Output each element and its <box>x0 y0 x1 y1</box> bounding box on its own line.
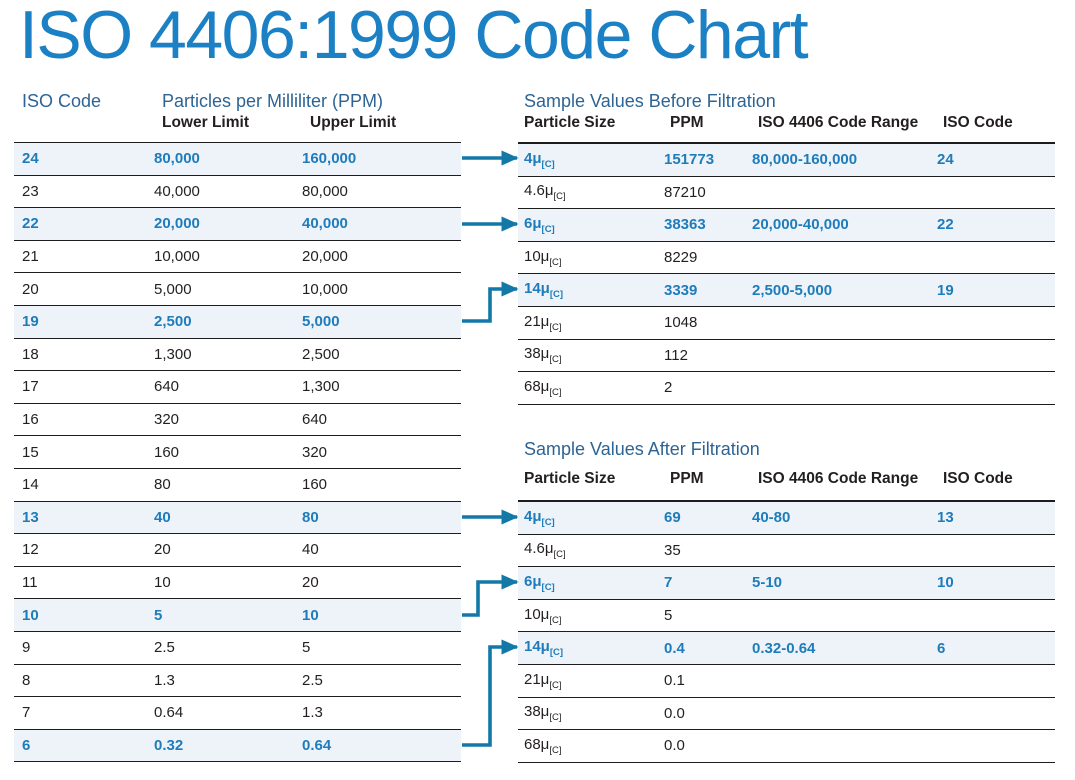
particle-size-cell: $6\mu_{[C]}$ <box>524 572 555 593</box>
particle-size-cell: $6\mu_{[C]}$ <box>524 214 555 235</box>
table-row <box>518 242 1055 275</box>
arrow-code10-to-6u <box>462 582 517 615</box>
upper-limit-cell: 0.64 <box>302 736 332 754</box>
upper-limit-cell: 40,000 <box>302 215 348 233</box>
lower-limit-cell: 80,000 <box>154 150 200 168</box>
iso-code-cell: 24 <box>22 150 39 168</box>
iso-code-cell: 12 <box>22 541 39 559</box>
iso-code-cell: 24 <box>937 151 954 169</box>
ppm-cell: 38363 <box>664 216 706 234</box>
particle-size-cell: $68\mu_{[C]}$ <box>524 735 562 756</box>
table-row <box>518 502 1055 535</box>
particle-size-cell: $14\mu_{[C]}$ <box>524 280 564 301</box>
upper-limit-cell: 2.5 <box>302 671 323 689</box>
upper-limit-cell: 160,000 <box>302 150 357 168</box>
iso-code-cell: 22 <box>937 216 954 234</box>
table-row <box>14 599 461 632</box>
particle-size-cell: $10\mu_{[C]}$ <box>524 605 562 626</box>
lower-limit-cell: 640 <box>154 378 180 396</box>
table-row <box>14 208 461 241</box>
lower-limit-cell: 80 <box>154 476 171 494</box>
table-row <box>518 340 1055 373</box>
ppm-cell: 35 <box>664 541 681 559</box>
lower-limit-cell: 20,000 <box>154 215 200 233</box>
arrow-code6-to-14u <box>462 647 517 745</box>
after-filtration-table <box>518 500 1055 763</box>
table-row <box>518 632 1055 665</box>
table-row <box>518 730 1055 763</box>
particle-size-cell: $14\mu_{[C]}$ <box>524 638 564 659</box>
table-row <box>518 665 1055 698</box>
ppm-header: PPM <box>670 470 704 487</box>
ppm-cell: 2 <box>664 379 673 397</box>
code-range-cell: 2,500-5,000 <box>752 281 833 299</box>
lower-limit-cell: 5 <box>154 606 163 624</box>
table-row <box>14 306 461 339</box>
iso-code-cell: 18 <box>22 345 39 363</box>
iso-code-cell: 13 <box>937 509 954 527</box>
particle-size-cell: $21\mu_{[C]}$ <box>524 670 562 691</box>
upper-limit-header: Upper Limit <box>310 114 397 131</box>
lower-limit-cell: 1,300 <box>154 345 192 363</box>
ppm-header: PPM <box>670 114 704 131</box>
upper-limit-cell: 320 <box>302 443 328 461</box>
table-row <box>14 143 461 176</box>
upper-limit-cell: 10 <box>302 606 319 624</box>
table-row <box>518 535 1055 568</box>
arrow-code19-to-14u <box>462 289 517 321</box>
particle-size-cell: $21\mu_{[C]}$ <box>524 312 562 333</box>
lower-limit-cell: 10,000 <box>154 248 200 266</box>
particle-size-cell: $10\mu_{[C]}$ <box>524 247 562 268</box>
iso-code-cell: 10 <box>937 574 954 592</box>
particle-size-cell: $4\mu_{[C]}$ <box>524 149 555 170</box>
ppm-cell: 69 <box>664 509 681 527</box>
table-row <box>518 698 1055 731</box>
table-row <box>14 176 461 209</box>
lower-limit-cell: 40 <box>154 508 171 526</box>
table-row <box>14 469 461 502</box>
lower-limit-cell: 0.64 <box>154 704 184 722</box>
iso-code-cell: 8 <box>22 671 31 689</box>
table-row <box>518 567 1055 600</box>
iso-code-cell: 22 <box>22 215 39 233</box>
code-range-cell: 80,000-160,000 <box>752 151 858 169</box>
before-filtration-title: Sample Values Before Filtration <box>524 91 776 111</box>
table-row <box>14 534 461 567</box>
iso-code-cell: 19 <box>937 281 954 299</box>
table-row <box>14 339 461 372</box>
iso-code-cell: 11 <box>22 574 38 592</box>
upper-limit-cell: 5,000 <box>302 313 340 331</box>
code-range-cell: 0.32-0.64 <box>752 639 816 657</box>
iso-code-cell: 20 <box>22 280 39 298</box>
upper-limit-cell: 10,000 <box>302 280 348 298</box>
code-range-cell: 5-10 <box>752 574 783 592</box>
table-row <box>518 274 1055 307</box>
table-row <box>518 600 1055 633</box>
upper-limit-cell: 640 <box>302 411 328 429</box>
upper-limit-cell: 20,000 <box>302 248 348 266</box>
iso-code-cell: 23 <box>22 182 39 200</box>
ppm-cell: 112 <box>664 346 688 364</box>
table-row <box>14 632 461 665</box>
iso-code-table <box>14 142 461 762</box>
lower-limit-cell: 10 <box>154 574 171 592</box>
particle-size-cell: $38\mu_{[C]}$ <box>524 703 562 724</box>
upper-limit-cell: 160 <box>302 476 328 494</box>
upper-limit-cell: 20 <box>302 574 319 592</box>
iso-code-cell: 6 <box>22 736 31 754</box>
table-row <box>518 307 1055 340</box>
upper-limit-cell: 5 <box>302 639 311 657</box>
lower-limit-cell: 320 <box>154 411 180 429</box>
lower-limit-cell: 5,000 <box>154 280 192 298</box>
table-row <box>14 567 461 600</box>
iso-code-cell: 13 <box>22 508 39 526</box>
particle-size-cell: $68\mu_{[C]}$ <box>524 377 562 398</box>
particle-size-cell: $38\mu_{[C]}$ <box>524 345 562 366</box>
particle-size-header: Particle Size <box>524 470 616 487</box>
iso-code-cell: 14 <box>22 476 39 494</box>
lower-limit-cell: 0.32 <box>154 736 184 754</box>
iso-code-cell: 9 <box>22 639 31 657</box>
iso-code-cell: 7 <box>22 704 31 722</box>
ppm-cell: 0.1 <box>664 672 685 690</box>
particle-size-header: Particle Size <box>524 114 616 131</box>
iso-code-cell: 21 <box>22 248 39 266</box>
table-row <box>518 177 1055 210</box>
iso-code-cell: 16 <box>22 411 39 429</box>
iso-code-column-header: ISO Code <box>22 91 102 111</box>
iso-code-cell: 15 <box>22 443 39 461</box>
lower-limit-cell: 1.3 <box>154 671 175 689</box>
iso-code-cell: 10 <box>22 606 39 624</box>
table-row <box>14 241 461 274</box>
lower-limit-cell: 40,000 <box>154 182 200 200</box>
table-row <box>14 404 461 437</box>
table-row <box>14 697 461 730</box>
ppm-cell: 87210 <box>664 183 706 201</box>
code-range-cell: 20,000-40,000 <box>752 216 849 234</box>
ppm-cell: 8229 <box>664 249 698 267</box>
iso-code-cell: 17 <box>22 378 39 396</box>
table-row <box>518 209 1055 242</box>
table-row <box>14 371 461 404</box>
table-row <box>14 273 461 306</box>
lower-limit-cell: 2.5 <box>154 639 175 657</box>
ppm-cell: 151773 <box>664 151 715 169</box>
particle-size-cell: $4.6\mu_{[C]}$ <box>524 540 566 561</box>
upper-limit-cell: 80,000 <box>302 182 348 200</box>
before-filtration-table <box>518 142 1055 405</box>
ppm-cell: 5 <box>664 607 673 625</box>
iso-code-header: ISO Code <box>943 470 1013 487</box>
particle-size-cell: $4.6\mu_{[C]}$ <box>524 182 566 203</box>
ppm-cell: 0.4 <box>664 639 685 657</box>
iso-code-cell: 6 <box>937 639 946 657</box>
code-range-cell: 40-80 <box>752 509 791 527</box>
lower-limit-header: Lower Limit <box>162 114 249 131</box>
upper-limit-cell: 1,300 <box>302 378 340 396</box>
lower-limit-cell: 160 <box>154 443 180 461</box>
ppm-column-header: Particles per Milliliter (PPM) <box>162 91 384 111</box>
after-filtration-title: Sample Values After Filtration <box>524 439 760 459</box>
upper-limit-cell: 80 <box>302 508 319 526</box>
page-title: ISO 4406:1999 Code Chart <box>19 0 808 73</box>
table-row <box>14 730 461 763</box>
table-row <box>14 665 461 698</box>
code-range-header: ISO 4406 Code Range <box>758 114 919 131</box>
ppm-cell: 0.0 <box>664 704 685 722</box>
particle-size-cell: $4\mu_{[C]}$ <box>524 507 555 528</box>
upper-limit-cell: 40 <box>302 541 319 559</box>
ppm-cell: 3339 <box>664 281 698 299</box>
upper-limit-cell: 2,500 <box>302 345 340 363</box>
iso-code-cell: 19 <box>22 313 39 331</box>
iso-code-header: ISO Code <box>943 114 1013 131</box>
code-range-header: ISO 4406 Code Range <box>758 470 919 487</box>
upper-limit-cell: 1.3 <box>302 704 323 722</box>
ppm-cell: 1048 <box>664 314 698 332</box>
table-row <box>518 144 1055 177</box>
ppm-cell: 0.0 <box>664 737 685 755</box>
lower-limit-cell: 2,500 <box>154 313 192 331</box>
table-row <box>518 372 1055 405</box>
lower-limit-cell: 20 <box>154 541 171 559</box>
table-row <box>14 436 461 469</box>
ppm-cell: 7 <box>664 574 673 592</box>
table-row <box>14 502 461 535</box>
